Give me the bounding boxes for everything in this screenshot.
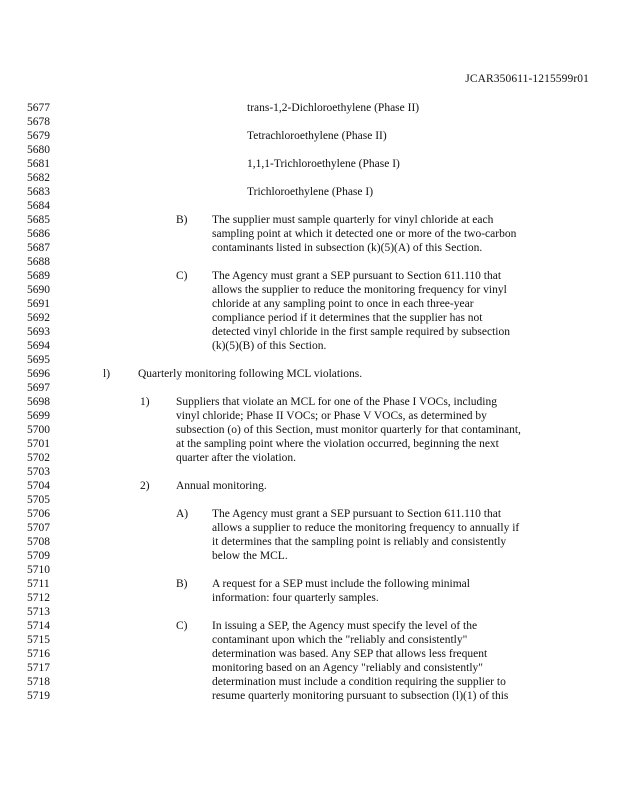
- document-line: [0, 619, 619, 633]
- document-line: [0, 129, 619, 143]
- line-number: 5712: [27, 592, 50, 604]
- document-line: [0, 297, 619, 311]
- document-line: [0, 451, 619, 465]
- document-line: [0, 507, 619, 521]
- line-number: 5715: [27, 634, 50, 646]
- line-number: 5688: [27, 256, 50, 268]
- line-number: 5689: [27, 270, 50, 282]
- line-number: 5709: [27, 550, 50, 562]
- document-line: [0, 241, 619, 255]
- line-text: sampling point at which it detected one or more of the two-carbon: [212, 228, 517, 240]
- document-line: [0, 521, 619, 535]
- document-line: [0, 549, 619, 563]
- line-number: 5698: [27, 396, 50, 408]
- document-line: [0, 465, 619, 479]
- line-text: Trichloroethylene (Phase I): [247, 186, 374, 198]
- line-text: quarter after the violation.: [176, 452, 297, 464]
- line-number: 5679: [27, 130, 50, 142]
- document-line: [0, 311, 619, 325]
- line-number: 5717: [27, 662, 50, 674]
- line-number: 5693: [27, 326, 50, 338]
- subsection-label: C): [176, 270, 188, 282]
- line-number: 5686: [27, 228, 50, 240]
- line-number: 5696: [27, 368, 50, 380]
- line-number: 5708: [27, 536, 50, 548]
- line-number: 5691: [27, 298, 50, 310]
- document-line: [0, 339, 619, 353]
- line-number: 5711: [27, 578, 50, 590]
- line-text: detected vinyl chloride in the first sample required by subsection: [212, 326, 510, 338]
- line-text: compliance period if it determines that the supplier has not: [212, 312, 483, 324]
- line-number: 5681: [27, 158, 50, 170]
- subsection-label: l): [103, 368, 111, 380]
- document-line: [0, 283, 619, 297]
- line-text: allows the supplier to reduce the monitoring frequency for vinyl: [212, 284, 507, 296]
- document-line: [0, 647, 619, 661]
- document-line: [0, 563, 619, 577]
- line-text: resume quarterly monitoring pursuant to subsection (l)(1) of this: [212, 690, 509, 702]
- line-number: 5714: [27, 620, 50, 632]
- document-line: [0, 171, 619, 185]
- line-text: 1,1,1-Trichloroethylene (Phase I): [247, 158, 400, 170]
- document-line: [0, 535, 619, 549]
- line-number: 5694: [27, 340, 50, 352]
- line-number: 5702: [27, 452, 50, 464]
- line-number: 5703: [27, 466, 50, 478]
- document-line: [0, 479, 619, 493]
- document-line: [0, 437, 619, 451]
- document-line: [0, 199, 619, 213]
- line-number: 5680: [27, 144, 50, 156]
- line-text: Suppliers that violate an MCL for one of the Phase I VOCs, including: [176, 396, 497, 408]
- line-text: (k)(5)(B) of this Section.: [212, 340, 327, 352]
- line-number: 5687: [27, 242, 50, 254]
- line-number: 5705: [27, 494, 50, 506]
- line-number: 5685: [27, 214, 50, 226]
- line-text: it determines that the sampling point is reliably and consistently: [212, 536, 507, 548]
- document-line: [0, 255, 619, 269]
- document-line: [0, 661, 619, 675]
- subsection-label: B): [176, 214, 188, 226]
- line-number: 5683: [27, 186, 50, 198]
- line-text: Annual monitoring.: [176, 480, 267, 492]
- line-number: 5692: [27, 312, 50, 324]
- document-line: [0, 101, 619, 115]
- line-number: 5690: [27, 284, 50, 296]
- line-text: The supplier must sample quarterly for vinyl chloride at each: [212, 214, 494, 226]
- line-text: trans-1,2-Dichloroethylene (Phase II): [247, 102, 420, 114]
- line-number: 5695: [27, 354, 50, 366]
- subsection-label: C): [176, 620, 188, 632]
- document-line: [0, 325, 619, 339]
- line-number: 5684: [27, 200, 50, 212]
- line-text: The Agency must grant a SEP pursuant to Section 611.110 that: [212, 270, 502, 282]
- line-text: information: four quarterly samples.: [212, 592, 379, 604]
- line-text: chloride at any sampling point to once in each three-year: [212, 298, 474, 310]
- line-text: at the sampling point where the violation occurred, beginning the next: [176, 438, 499, 450]
- document-line: [0, 185, 619, 199]
- line-text: below the MCL.: [212, 550, 288, 562]
- line-text: In issuing a SEP, the Agency must specify the level of the: [212, 620, 478, 632]
- line-text: contaminants listed in subsection (k)(5)(A) of this Section.: [212, 242, 483, 254]
- line-number: 5713: [27, 606, 50, 618]
- line-text: allows a supplier to reduce the monitoring frequency to annually if: [212, 522, 520, 534]
- document-line: [0, 157, 619, 171]
- line-number: 5704: [27, 480, 50, 492]
- line-number: 5701: [27, 438, 50, 450]
- document-line: [0, 423, 619, 437]
- document-line: [0, 115, 619, 129]
- document-line: [0, 269, 619, 283]
- document-line: [0, 591, 619, 605]
- document-line: [0, 633, 619, 647]
- document-line: [0, 395, 619, 409]
- subsection-label: A): [176, 508, 189, 520]
- line-number: 5699: [27, 410, 50, 422]
- document-line: [0, 605, 619, 619]
- document-line: [0, 493, 619, 507]
- document-line: [0, 367, 619, 381]
- document-line: [0, 409, 619, 423]
- document-line: [0, 689, 619, 703]
- line-text: The Agency must grant a SEP pursuant to Section 611.110 that: [212, 508, 502, 520]
- line-number: 5716: [27, 648, 50, 660]
- line-text: determination was based. Any SEP that allows less frequent: [212, 648, 488, 660]
- line-text: monitoring based on an Agency "reliably and consistently": [212, 662, 483, 674]
- line-number: 5697: [27, 382, 50, 394]
- line-text: determination must include a condition requiring the supplier to: [212, 676, 506, 688]
- document-line: [0, 353, 619, 367]
- line-text: Quarterly monitoring following MCL violations.: [138, 368, 363, 380]
- line-text: A request for a SEP must include the following minimal: [212, 578, 470, 590]
- line-number: 5677: [27, 102, 50, 114]
- line-text: Tetrachloroethylene (Phase II): [247, 130, 387, 142]
- subsection-label: 1): [140, 396, 150, 408]
- subsection-label: 2): [140, 480, 150, 492]
- document-id: JCAR350611-1215599r01: [465, 73, 589, 85]
- line-number: 5678: [27, 116, 50, 128]
- document-line: [0, 227, 619, 241]
- line-number: 5682: [27, 172, 50, 184]
- subsection-label: B): [176, 578, 188, 590]
- document-line: [0, 577, 619, 591]
- document-line: [0, 143, 619, 157]
- line-text: subsection (o) of this Section, must monitor quarterly for that contaminant,: [176, 424, 521, 436]
- line-number: 5706: [27, 508, 50, 520]
- line-number: 5719: [27, 690, 50, 702]
- document-line: [0, 675, 619, 689]
- document-line: [0, 381, 619, 395]
- line-number: 5718: [27, 676, 50, 688]
- line-text: vinyl chloride; Phase II VOCs; or Phase V VOCs, as determined by: [176, 410, 487, 422]
- line-number: 5707: [27, 522, 50, 534]
- line-text: contaminant upon which the "reliably and consistently": [212, 634, 468, 646]
- line-number: 5700: [27, 424, 50, 436]
- document-line: [0, 213, 619, 227]
- line-number: 5710: [27, 564, 50, 576]
